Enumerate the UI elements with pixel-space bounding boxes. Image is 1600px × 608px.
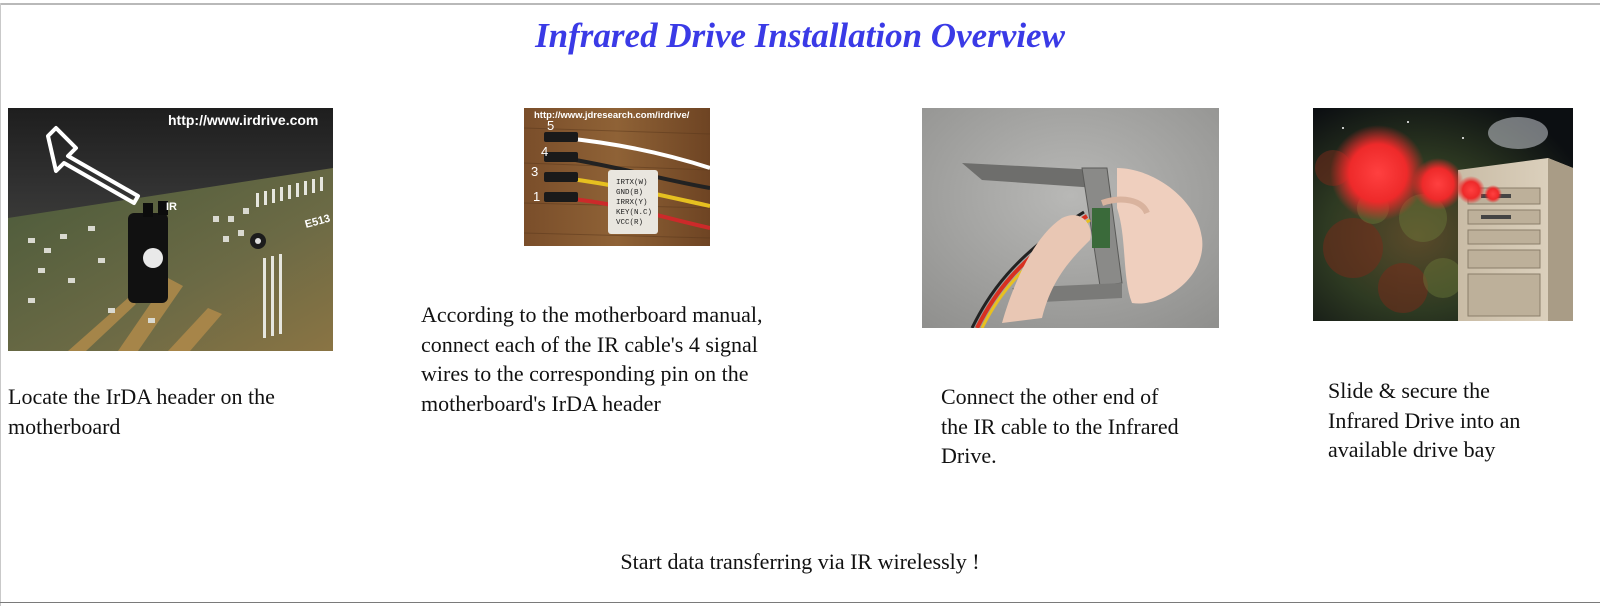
- caption-line: Drive.: [941, 443, 997, 468]
- pin-number-label: 4: [541, 144, 549, 159]
- caption-line: Locate the IrDA header on the: [8, 384, 275, 409]
- step-4-caption: [1328, 376, 1588, 465]
- pin-number-label: 3: [531, 164, 539, 179]
- page-bottom-border: [0, 602, 1600, 603]
- page-title: Infrared Drive Installation Overview: [535, 16, 1065, 55]
- motherboard-irda-header-photo: [8, 108, 333, 351]
- page-top-border: [0, 3, 1600, 5]
- step-3-caption: [941, 382, 1241, 471]
- step-1-caption: [8, 382, 338, 441]
- caption-line: motherboard: [8, 413, 121, 439]
- connector-label-1: IRTX(W): [616, 179, 648, 187]
- caption-line: available drive bay: [1328, 437, 1496, 462]
- caption-line: wires to the corresponding pin on the: [421, 361, 749, 386]
- ir-cable-connector-photo: [524, 108, 710, 246]
- caption-line: Connect the other end of: [941, 384, 1159, 409]
- pin-number-label: 5: [547, 118, 555, 133]
- jdresearch-watermark: http://www.jdresearch.com/irdrive/: [534, 110, 690, 121]
- caption-line: motherboard's IrDA header: [421, 390, 661, 416]
- connector-label-2: GND(B): [616, 189, 644, 197]
- caption-line: connect each of the IR cable's 4 signal: [421, 331, 758, 357]
- caption-line: the IR cable to the Infrared: [941, 413, 1179, 439]
- caption-line: Infrared Drive into an: [1328, 407, 1521, 433]
- caption-line: Slide & secure the: [1328, 378, 1490, 403]
- footer-message: Start data transferring via IR wirelessly !: [620, 549, 980, 574]
- pin-number-label: 1: [533, 189, 541, 204]
- step-2-caption: [421, 300, 841, 418]
- irdrive-watermark: http://www.irdrive.com: [168, 112, 319, 128]
- ir-header-board-label: IR: [166, 201, 177, 213]
- board-marking-label: E513: [303, 212, 332, 231]
- connector-label-5: VCC(R): [616, 219, 644, 227]
- connector-label-3: IRRX(Y): [616, 199, 648, 207]
- page-left-border: [0, 3, 1, 606]
- connector-label-4: KEY(N.C): [616, 209, 653, 217]
- hands-connecting-drive-photo: [922, 108, 1219, 328]
- caption-line: According to the motherboard manual,: [421, 302, 763, 327]
- pc-tower-drive-bay-photo: [1313, 108, 1573, 321]
